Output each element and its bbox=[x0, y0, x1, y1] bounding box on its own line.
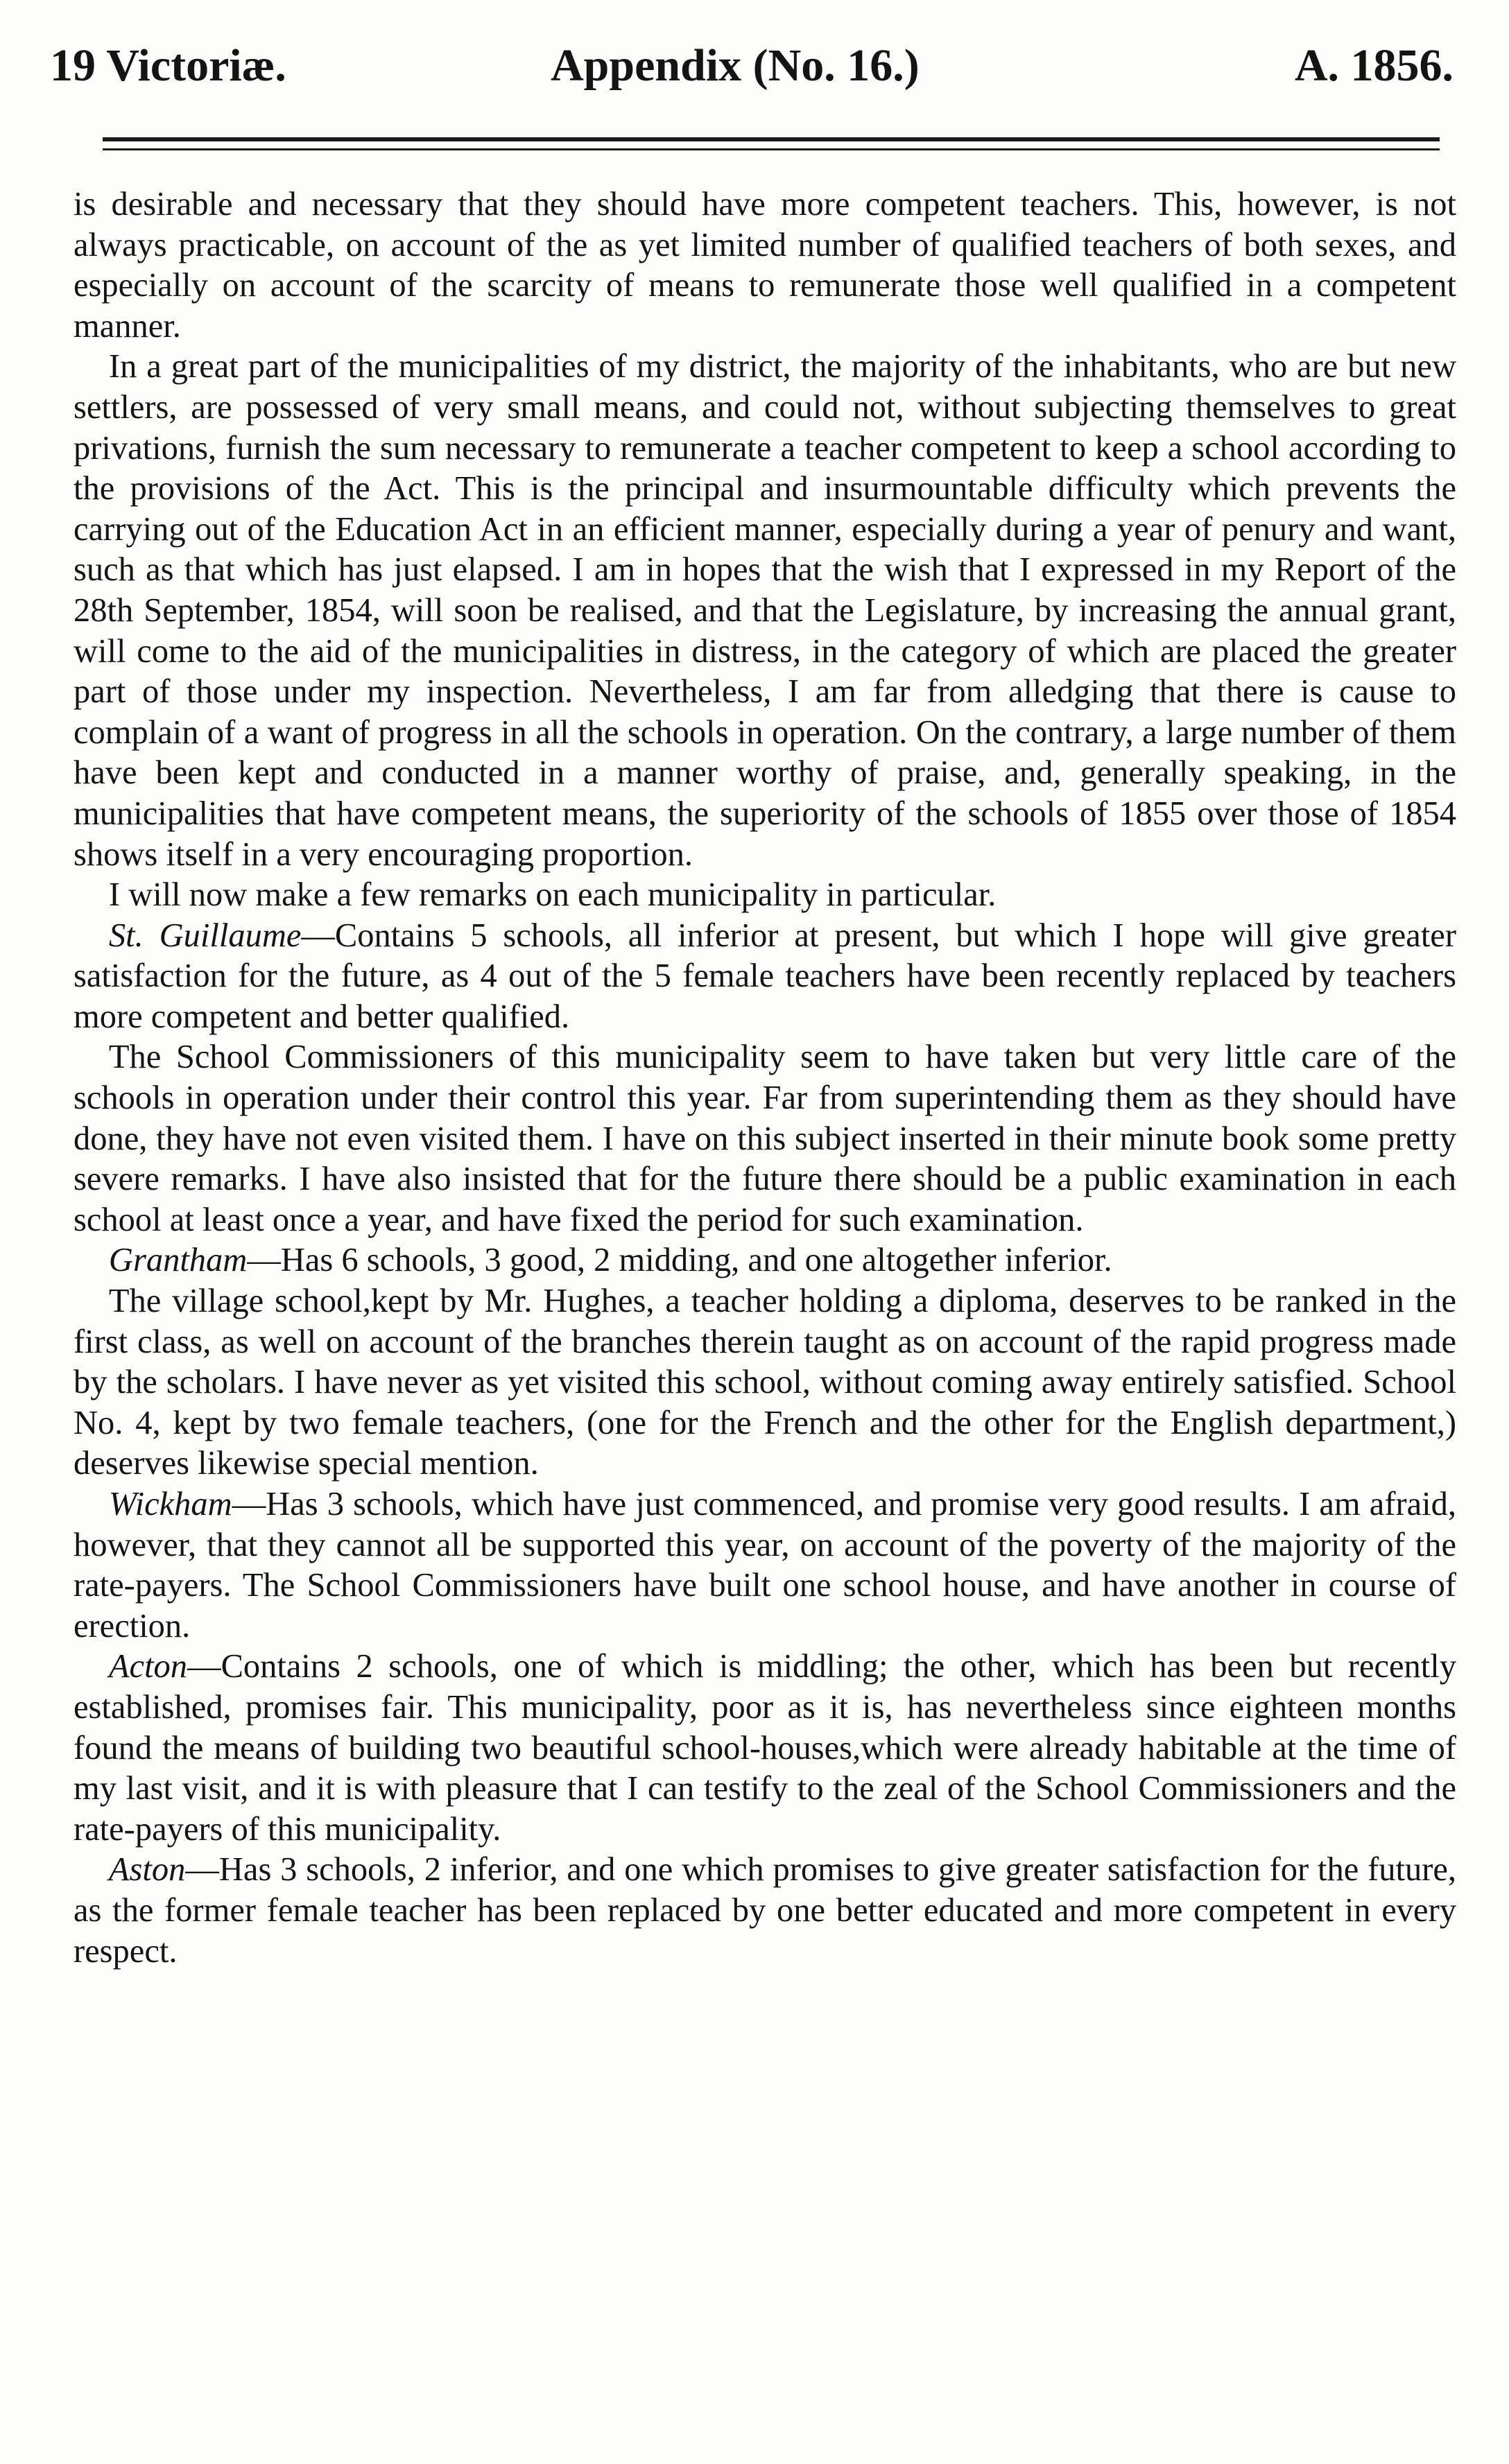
paragraph-text: I will now make a few remarks on each municipality in particular. bbox=[108, 876, 997, 914]
paragraph bbox=[74, 1281, 1456, 1484]
paragraph-wickham bbox=[74, 1484, 1456, 1647]
paragraph-text: —Has 3 schools, which have just commenced, and promise very good results. I am afraid, however, that they cannot all be supported this year, on account of the poverty of the majority of the rate-payers. The School Commissioners have built one school house, and have another in course of erection. bbox=[74, 1486, 1456, 1645]
paragraph-text: —Contains 2 schools, one of which is middling; the other, which has been but recently established, promises fair. This municipality, poor as it is, has nevertheless since eighteen months found the means of building two beautiful school-houses,which were already habitable at the time of my last visit, and it is with pleasure that I can testify to the zeal of the School Commissioners and the rate-payers of this municipality. bbox=[74, 1648, 1456, 1848]
paragraph-text: —Contains 5 schools, all inferior at present, but which I hope will give greater satisfaction for the future, as 4 out of the 5 female teachers have been recently replaced by teachers more competent and better qualified. bbox=[74, 917, 1456, 1035]
paragraph-text: —Has 6 schools, 3 good, 2 midding, and one altogether inferior. bbox=[247, 1242, 1112, 1279]
paragraph-text: The village school,kept by Mr. Hughes, a teacher holding a diploma, deserves to be ranked in the first class, as well on account of the branches therein taught as on account of the rapid progress made by the scholars. I have never as yet visited this school, without coming away entirely satisfied. School No. 4, kept by two female teachers, (one for the French and the other for the English department,) deserves likewise special mention. bbox=[74, 1283, 1456, 1482]
header-session: 19 Victoriæ. bbox=[50, 40, 286, 91]
municipality-name: Acton bbox=[108, 1648, 188, 1685]
body-text bbox=[74, 184, 1456, 1972]
paragraph-text: The School Commissioners of this municipality seem to have taken but very little care of the schools in operation under their control this year. Far from superintending them as they should have done, they have not even visited them. I have on this subject inserted in their minute book some pretty severe remarks. I have also insisted that for the future there should be a public examination in each school at least once a year, and have fixed the period for such examination. bbox=[74, 1039, 1456, 1238]
paragraph-st-guillaume bbox=[74, 916, 1456, 1038]
municipality-name: St. Guillaume bbox=[108, 917, 302, 954]
paragraph bbox=[74, 1037, 1456, 1240]
header-year: A. 1856. bbox=[1294, 40, 1454, 91]
running-header bbox=[50, 28, 1454, 104]
paragraph-aston bbox=[74, 1850, 1456, 1972]
paragraph-text: In a great part of the municipalities of my district, the majority of the inhabitants, who are but new settlers, are possessed of very small means, and could not, without subjecting themselves to great privations, furnish the sum necessary to remunerate a teacher competent to keep a school according to the provisions of the Act. This is the principal and insurmountable difficulty which prevents the carrying out of the Education Act in an efficient manner, especially during a year of penury and want, such as that which has just elapsed. I am in hopes that the wish that I expressed in my Report of the 28th September, 1854, will soon be realised, and that the Legislature, by increasing the annual grant, will come to the aid of the municipalities in distress, in the category of which are placed the greater part of those under my inspection. Nevertheless, I am far from alledging that there is cause to complain of a want of progress in all the schools in operation. On the contrary, a large number of them have been kept and conducted in a manner worthy of praise, and, generally speaking, in the municipalities that have competent means, the superiority of the schools of 1855 over those of 1854 shows itself in a very encouraging proportion. bbox=[74, 348, 1456, 873]
paragraph-text: —Has 3 schools, 2 inferior, and one which promises to give greater satisfaction for the future, as the former female teacher has been replaced by one better educated and more competent in every respect. bbox=[74, 1851, 1456, 1970]
paragraph bbox=[74, 347, 1456, 875]
header-rule-thick bbox=[103, 137, 1440, 141]
municipality-name: Wickham bbox=[108, 1486, 232, 1522]
header-rule-thin bbox=[103, 148, 1440, 150]
municipality-name: Grantham bbox=[108, 1242, 248, 1279]
header-appendix: Appendix (No. 16.) bbox=[551, 40, 920, 91]
paragraph-acton bbox=[74, 1647, 1456, 1850]
paragraph bbox=[74, 875, 1456, 916]
paragraph-grantham bbox=[74, 1240, 1456, 1281]
paragraph-continued bbox=[74, 184, 1456, 347]
paragraph-text: is desirable and necessary that they should have more competent teachers. This, however, is not always practicable, on account of the as yet limited number of qualified teachers of both sexes, and especially on account of the scarcity of means to remunerate those well qualified in a competent manner. bbox=[74, 186, 1456, 345]
municipality-name: Aston bbox=[108, 1851, 186, 1889]
